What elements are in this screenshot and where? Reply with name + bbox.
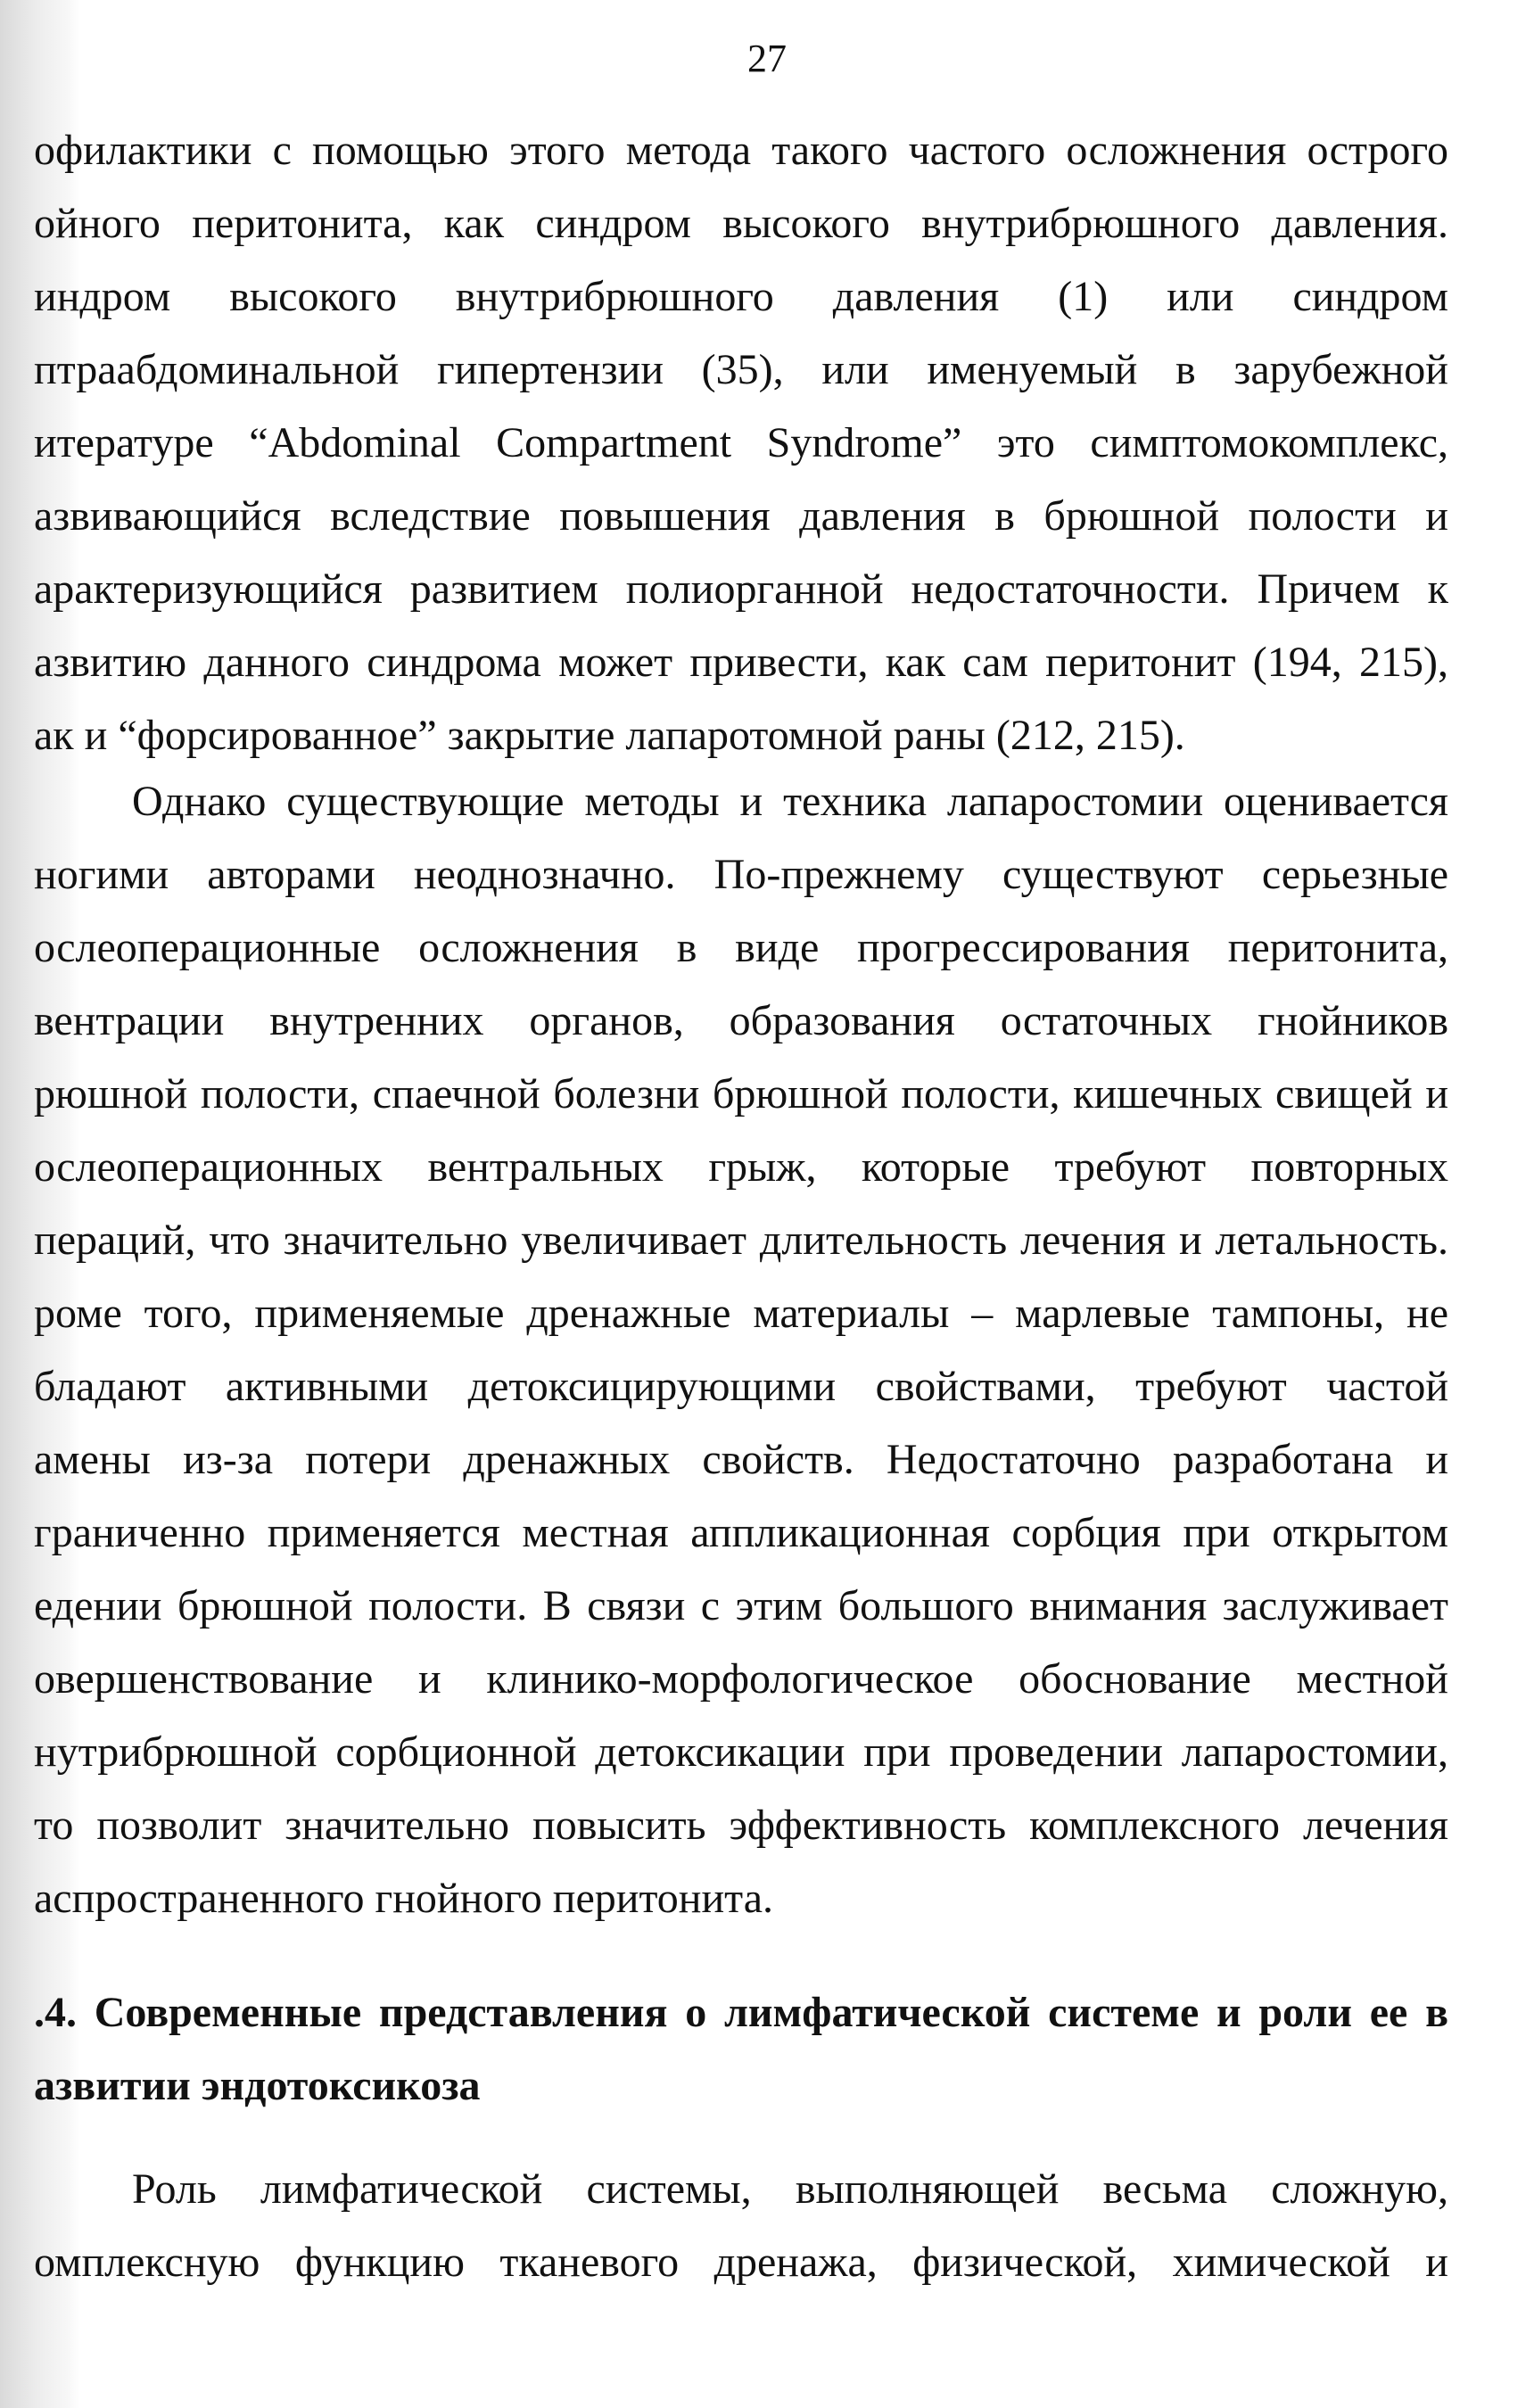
text-line: Роль лимфатической системы, выполняющей весьма сложную, [132, 2165, 1448, 2213]
text-line: роме того, применяемые дренажные материалы – марлевые тампоны, не [34, 1290, 1448, 1337]
text-line: ослеоперационных вентральных грыж, которые требуют повторных [34, 1143, 1448, 1191]
paragraph-3 [34, 2153, 1448, 2299]
text-line: азвитию данного синдрома может привести, как сам перитонит (194, 215), [34, 639, 1448, 686]
text-line: Однако существующие методы и техника лапаростомии оценивается [132, 778, 1448, 825]
text-line: омплексную функцию тканевого дренажа, физической, химической и [34, 2239, 1448, 2286]
page-number: 27 [747, 37, 787, 80]
text-line: пераций, что значительно увеличивает длительность лечения и летальность. [34, 1216, 1448, 1264]
text-line: амены из-за потери дренажных свойств. Недостаточно разработана и [34, 1436, 1448, 1483]
text-line: индром высокого внутрибрюшного давления (1) или синдром [34, 273, 1448, 320]
section-heading [34, 1976, 1448, 2123]
text-line: ногими авторами неоднозначно. По-прежнему существуют серьезные [34, 851, 1448, 898]
heading-line: азвитии эндотоксикоза [34, 2062, 481, 2109]
text-line: рюшной полости, спаечной болезни брюшной полости, кишечных свищей и [34, 1070, 1448, 1117]
heading-line: .4. Современные представления о лимфатической системе и роли ее в [34, 1989, 1448, 2036]
text-line: нутрибрюшной сорбционной детоксикации при проведении лапаростомии, [34, 1728, 1448, 1776]
text-line: то позволит значительно повысить эффективность комплексного лечения [34, 1802, 1448, 1849]
text-line: ойного перитонита, как синдром высокого внутрибрюшного давления. [34, 200, 1448, 247]
text-line: аспространенного гнойного перитонита. [34, 1875, 774, 1922]
text-line: бладают активными детоксицирующими свойствами, требуют частой [34, 1363, 1448, 1410]
text-line: азвивающийся вследствие повышения давления в брюшной полости и [34, 492, 1448, 540]
text-line: итературе “Abdominal Compartment Syndrome” это симптомокомплекс, [34, 419, 1448, 466]
text-line: офилактики с помощью этого метода такого частого осложнения острого [34, 127, 1448, 174]
text-line: ослеоперационные осложнения в виде прогрессирования перитонита, [34, 924, 1448, 971]
text-line: птраабдоминальной гипертензии (35), или именуемый в зарубежной [34, 346, 1448, 393]
text-line: граниченно применяется местная аппликационная сорбция при открытом [34, 1509, 1448, 1556]
paragraph-2 [34, 765, 1448, 1935]
text-line: арактеризующийся развитием полиорганной недостаточности. Причем к [34, 565, 1448, 613]
text-line: вентрации внутренних органов, образования остаточных гнойников [34, 997, 1448, 1044]
paragraph-1 [34, 114, 1448, 772]
text-line: едении брюшной полости. В связи с этим большого внимания заслуживает [34, 1582, 1448, 1629]
text-line: ак и “форсированное” закрытие лапаротомной раны (212, 215). [34, 712, 1185, 759]
text-line: овершенствование и клинико-морфологическое обоснование местной [34, 1655, 1448, 1703]
